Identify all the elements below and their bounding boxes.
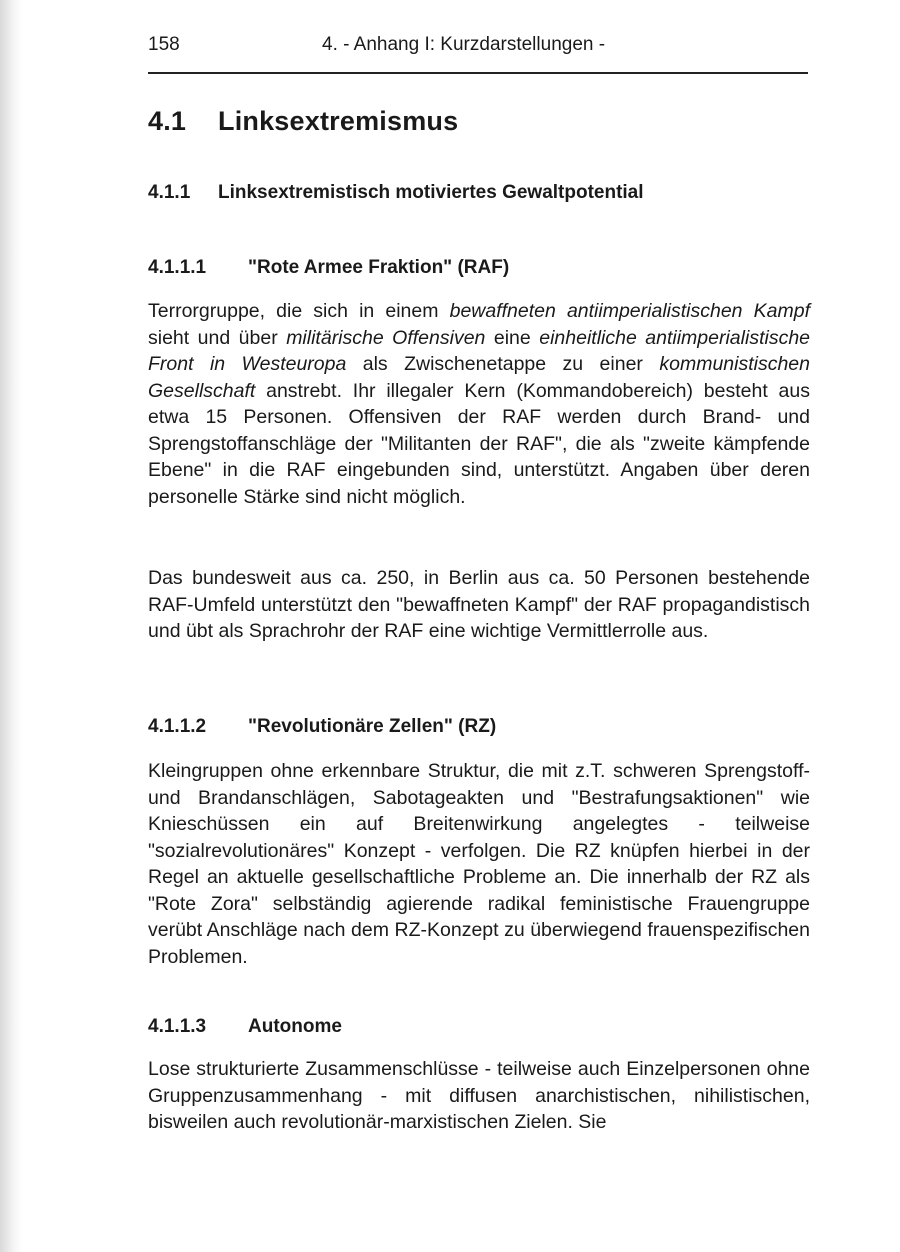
raf-paragraph-1 xyxy=(148,298,810,510)
rz-heading xyxy=(148,716,496,738)
raf-p1-italic-1: bewaffneten antiimperialistischen Kampf xyxy=(449,300,810,322)
raf-p1-text-4: als Zwischenetappe zu einer xyxy=(346,353,660,375)
autonome-number: 4.1.1.3 xyxy=(148,1016,207,1037)
raf-p1-text-5: anstrebt. Ihr illegaler Kern (Kommandobereich) besteht aus etwa 15 Personen. Offensiven der RAF werden durch Brand- und Sprengstoffanschläge der "Militanten der RAF", die als "zweite kämpfende Ebene" in die RAF eingebunden sind, unterstützt. Angaben über deren personelle Stärke sind nicht möglich. xyxy=(148,379,810,508)
section-title: Linksextremismus xyxy=(218,106,459,136)
autonome-heading xyxy=(148,1016,342,1038)
page-number: 158 xyxy=(148,34,180,55)
running-header xyxy=(148,34,812,64)
raf-heading xyxy=(148,257,509,279)
autonome-paragraph-1: Lose strukturierte Zusammenschlüsse - teilweise auch Einzelpersonen ohne Gruppenzusammenhang - mit diffusen anarchistischen, nihilistischen, bisweilen auch revolutionär-marxistischen Zielen. Sie xyxy=(148,1058,810,1133)
section-heading xyxy=(148,106,458,137)
raf-p1-text-3: eine xyxy=(485,326,540,349)
raf-title: "Rote Armee Fraktion" (RAF) xyxy=(248,257,510,278)
raf-p1-italic-3: einheitliche antiimperialistische Front in Westeuropa xyxy=(148,326,811,375)
running-title: 4. - Anhang I: Kurzdarstellungen - xyxy=(322,34,606,55)
raf-paragraph-2: Das bundesweit aus ca. 250, in Berlin aus ca. 50 Personen bestehende RAF-Umfeld unterstützt den "bewaffneten Kampf" der RAF propagandistisch und übt als Sprachrohr der RAF eine wichtige Vermittlerrolle aus. xyxy=(148,567,810,642)
raf-p1-text-2: sieht und über xyxy=(148,326,287,349)
subsection-number: 4.1.1 xyxy=(148,182,191,203)
autonome-title: Autonome xyxy=(248,1016,342,1037)
rz-number: 4.1.1.2 xyxy=(148,716,207,737)
scan-edge-shadow xyxy=(0,0,22,1252)
raf-p1-italic-4: kommunistischen Gesellschaft xyxy=(148,353,810,402)
rz-paragraph-1: Kleingruppen ohne erkennbare Struktur, die mit z.T. schweren Sprengstoff- und Brandanschlägen, Sabotageakten und "Bestrafungsaktionen" wie Knieschüssen ein auf Breitenwirkung angelegtes - teilweise "sozialrevolutionäres" Konzept - verfolgen. Die RZ knüpfen hierbei in der Regel an aktuelle gesellschaftliche Probleme an. Die innerhalb der RZ als "Rote Zora" selbständig agierende radikal feministische Frauengruppe verübt Anschläge nach dem RZ-Konzept zu überwiegend frauenspezifischen Problemen. xyxy=(148,760,810,968)
raf-number: 4.1.1.1 xyxy=(148,257,207,278)
raf-p1-text-1: Terrorgruppe, die sich in einem xyxy=(148,300,450,322)
section-number: 4.1 xyxy=(148,106,187,136)
rz-title: "Revolutionäre Zellen" (RZ) xyxy=(248,716,497,737)
raf-p1-italic-2: militärische Offensiven xyxy=(286,326,486,349)
subsection-heading xyxy=(148,182,644,204)
header-rule xyxy=(148,72,808,74)
subsection-title: Linksextremistisch motiviertes Gewaltpotential xyxy=(218,182,644,203)
